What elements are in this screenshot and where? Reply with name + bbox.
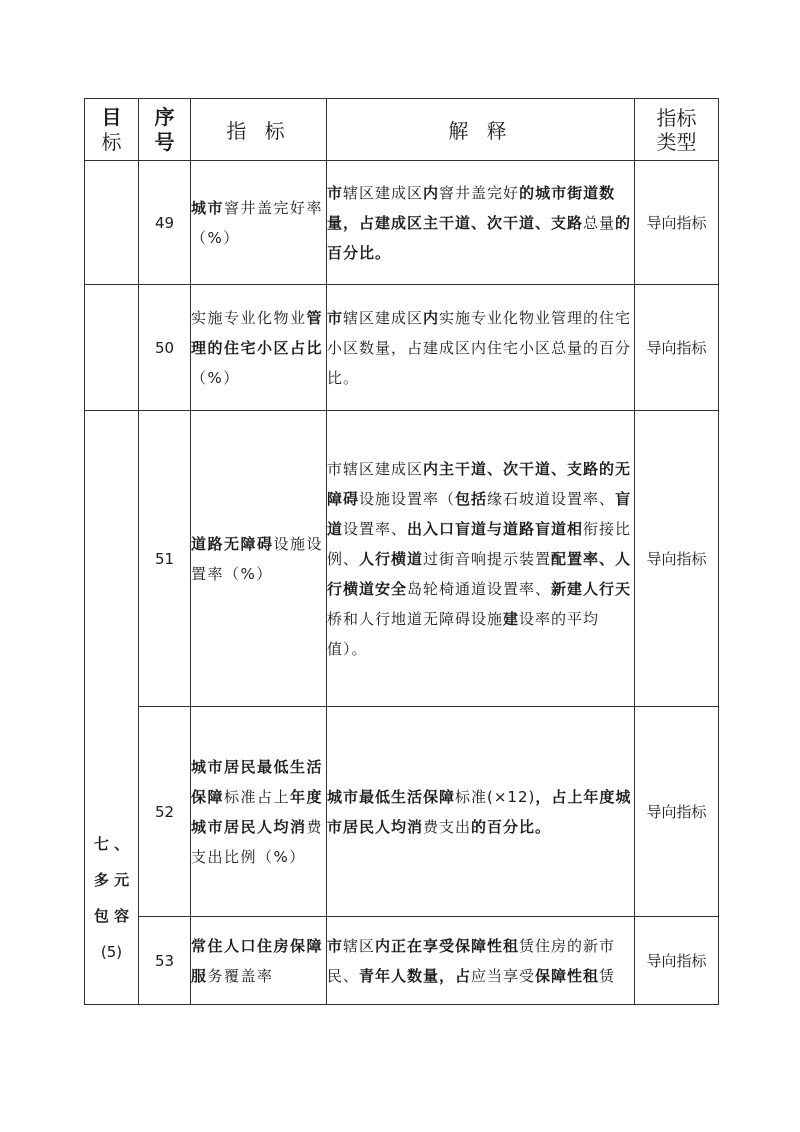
text-segment: 设施设置率（ [359, 489, 456, 508]
row-type: 导向指标 [635, 411, 719, 707]
header-type: 指标 类型 [635, 99, 719, 161]
text-segment: 内正在享受保障性租 [375, 936, 520, 955]
text-segment: 桥和人行地道无障碍设施 [327, 609, 504, 628]
text-segment: 辖区建成区 [343, 459, 424, 478]
text-segment: 赁住房的新市民、 [327, 936, 616, 985]
row-type: 导向指标 [635, 161, 719, 285]
row-seq: 50 [139, 285, 191, 411]
text-segment: 实施专业化物业管理的住宅小区数量，占建成区内住宅小区总量的百分比。 [327, 308, 632, 387]
text-segment: 城市 [191, 198, 225, 217]
text-segment: 窨井盖完好 [224, 198, 307, 217]
text-segment: 标准占上 [224, 787, 291, 806]
text-segment: 设置率、 [343, 519, 408, 538]
text-segment: 窨井盖完好 [439, 183, 520, 202]
text-segment: 应当享受 [471, 966, 536, 985]
row-explanation [327, 161, 635, 285]
text-segment: 赁 [599, 966, 616, 985]
goal-cell-empty [85, 161, 139, 285]
text-segment: 盲道 [327, 489, 632, 538]
text-segment: 新建人行天 [551, 579, 632, 598]
table-row [85, 917, 719, 1005]
text-segment: 道路无障碍 [191, 534, 274, 553]
text-segment: 标准(×12) [455, 787, 536, 806]
text-segment: 常住人口住房保障服 [191, 936, 324, 985]
text-segment: 辖区 [343, 936, 376, 955]
text-segment: 的百分比。 [471, 817, 552, 836]
text-segment: 衔接比例、 [327, 519, 632, 568]
header-explanation: 解 释 [327, 99, 635, 161]
row-type: 导向指标 [635, 707, 719, 917]
text-segment: 保障性租 [535, 966, 600, 985]
text-segment: 年度城市居民人均消 [191, 787, 324, 836]
text-segment: 配置率、人行横道安全 [327, 549, 632, 598]
header-seq: 序 号 [139, 99, 191, 161]
text-segment: 市 [327, 936, 344, 955]
goal-line: 多 元 [93, 870, 130, 889]
goal-line: 七 、 [93, 834, 130, 853]
text-segment: 内 [423, 183, 440, 202]
text-segment: 内 [423, 308, 440, 327]
header-indicator: 指 标 [191, 99, 327, 161]
text-segment: 包括 [455, 489, 488, 508]
row-type: 导向指标 [635, 285, 719, 411]
text-segment: 辖区建成区 [343, 183, 424, 202]
table-row [85, 411, 719, 707]
text-segment: 青年人数量，占 [359, 966, 472, 985]
row-indicator [191, 707, 327, 917]
goal-cell-empty [85, 285, 139, 411]
indicator-table [84, 98, 719, 1005]
text-segment: 人行横道 [359, 549, 424, 568]
text-segment: 辖区建成区 [343, 308, 424, 327]
text-segment: 总量 [583, 213, 616, 232]
text-segment: 建 [503, 609, 520, 628]
text-segment: 设率的平均值）。 [327, 609, 600, 658]
row-explanation [327, 917, 635, 1005]
text-segment: ，占上年度城市居民人均消 [327, 787, 632, 836]
row-explanation [327, 285, 635, 411]
text-segment: 费支出比例（%） [191, 817, 324, 866]
text-segment: 市 [327, 183, 344, 202]
row-seq: 49 [139, 161, 191, 285]
text-segment: 率（%） [191, 198, 324, 247]
text-segment: 城市最低生活保障 [327, 787, 456, 806]
text-segment: 市 [327, 308, 344, 327]
text-segment: 市 [327, 459, 344, 478]
text-segment: 内主干道、次干道、支路的无障碍 [327, 459, 632, 508]
row-explanation [327, 707, 635, 917]
row-explanation [327, 411, 635, 707]
goal-line: 包 容 [93, 906, 130, 925]
row-seq: 53 [139, 917, 191, 1005]
table-row [85, 285, 719, 411]
row-type: 导向指标 [635, 917, 719, 1005]
table-header-row [85, 99, 719, 161]
table-row [85, 707, 719, 917]
text-segment: 城市居民最低生活保障 [191, 757, 324, 806]
text-segment: 务覆盖率 [207, 966, 274, 985]
row-seq: 52 [139, 707, 191, 917]
text-segment: 的百分比。 [327, 213, 632, 262]
row-seq: 51 [139, 411, 191, 707]
text-segment: 缘石坡道设置率、 [487, 489, 616, 508]
row-indicator [191, 411, 327, 707]
text-segment: 过街音响提示装置 [423, 549, 552, 568]
text-segment: 管理的住宅小区占比 [191, 308, 324, 357]
goal-cell [85, 411, 139, 1005]
text-segment: 设施设置率（%） [191, 534, 324, 583]
row-indicator [191, 917, 327, 1005]
row-indicator [191, 161, 327, 285]
text-segment: 岛轮椅通道设置率、 [407, 579, 552, 598]
table-row [85, 161, 719, 285]
text-segment: 的城市街道数量，占建成区主干道、次干道、支路 [327, 183, 616, 232]
text-segment: 出入口盲道与道路盲道相 [407, 519, 584, 538]
goal-line: (5) [100, 942, 123, 961]
row-indicator [191, 285, 327, 411]
text-segment: （%） [191, 368, 240, 387]
text-segment: 实施专业化物业 [191, 308, 307, 327]
header-goal: 目 标 [85, 99, 139, 161]
text-segment: 费支出 [423, 817, 472, 836]
